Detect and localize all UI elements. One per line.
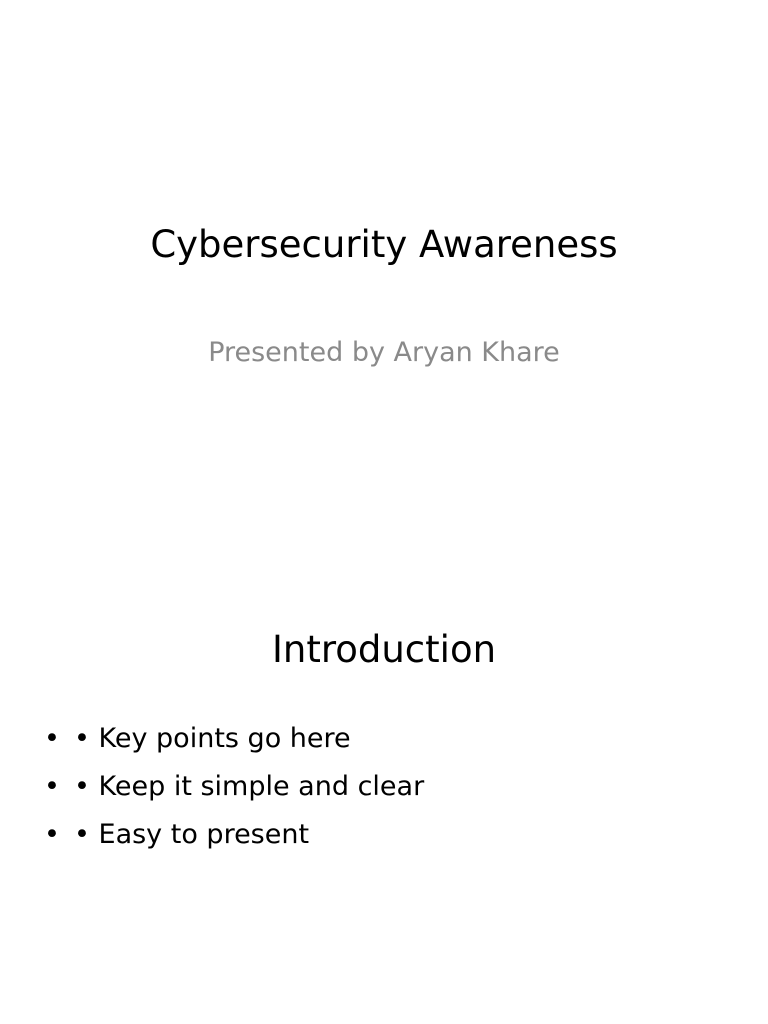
bullet-text: • Keep it simple and clear	[74, 771, 425, 802]
bullet-icon: •	[44, 819, 60, 850]
bullet-list	[44, 715, 424, 859]
list-item	[44, 715, 424, 763]
presentation-subtitle: Presented by Aryan Khare	[208, 337, 560, 368]
bullet-text: • Easy to present	[74, 819, 310, 850]
presentation-title: Cybersecurity Awareness	[150, 223, 618, 266]
bullet-text: • Key points go here	[74, 723, 351, 754]
bullet-icon: •	[44, 771, 60, 802]
bullet-icon: •	[44, 723, 60, 754]
content-slide	[0, 512, 768, 1024]
list-item	[44, 811, 424, 859]
slide-title: Introduction	[271, 628, 497, 671]
list-item	[44, 763, 424, 811]
